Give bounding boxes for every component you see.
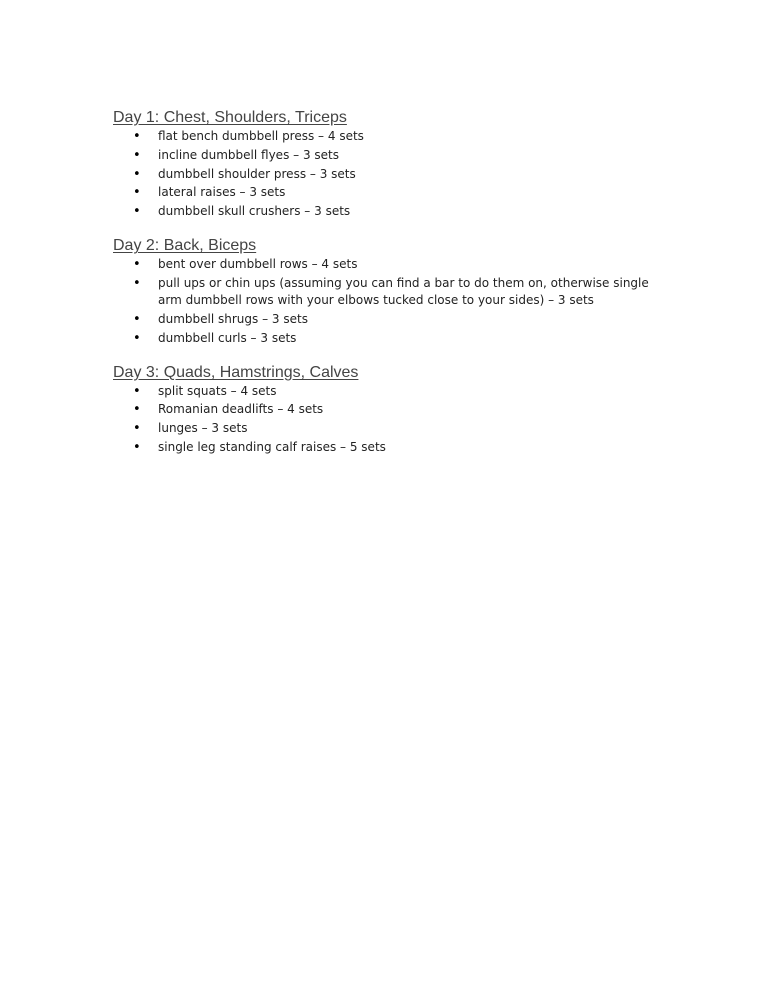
list-item-text: dumbbell skull crushers – 3 sets: [158, 204, 351, 219]
bullet-icon: •: [133, 383, 141, 399]
bullet-icon: •: [133, 204, 141, 220]
bullet-icon: •: [133, 129, 141, 144]
list-item: [113, 420, 653, 437]
list-item-text: dumbbell shrugs – 3 sets: [158, 311, 308, 326]
bullet-icon: •: [133, 330, 141, 346]
list-item: [113, 439, 653, 456]
list-item: [113, 256, 653, 273]
bullet-icon: •: [133, 185, 141, 201]
list-item: [113, 383, 653, 400]
bullet-icon: •: [133, 275, 141, 291]
bullet-icon: •: [133, 439, 141, 455]
list-item-text: dumbbell curls – 3 sets: [158, 330, 297, 345]
list-item-text: Romanian deadlifts – 4 sets: [158, 402, 324, 417]
exercise-list-day-3: [113, 383, 653, 456]
list-item: [113, 311, 653, 328]
list-item: [113, 275, 653, 309]
list-item: [113, 166, 653, 183]
bullet-icon: •: [133, 166, 141, 182]
list-item-text: pull ups or chin ups (assuming you can find a bar to do them on, otherwise single arm dumbbell rows with your elbows tucked close to your sides) – 3 sets: [158, 275, 649, 307]
section-heading-day-1: Day 1: Chest, Shoulders, Triceps: [113, 109, 347, 126]
list-item-text: flat bench dumbbell press – 4 sets: [158, 129, 364, 143]
exercise-list-day-1: [113, 128, 653, 220]
list-item: [113, 330, 653, 347]
list-item-text: split squats – 4 sets: [158, 383, 277, 398]
list-item: [113, 203, 653, 220]
list-item-text: incline dumbbell flyes – 3 sets: [158, 147, 339, 162]
bullet-icon: •: [133, 402, 141, 418]
bullet-icon: •: [133, 257, 141, 273]
list-item: [113, 401, 653, 418]
list-item-text: lunges – 3 sets: [158, 421, 248, 436]
document-page: [113, 108, 653, 458]
exercise-list-day-2: [113, 256, 653, 346]
section-heading-day-2: Day 2: Back, Biceps: [113, 237, 257, 255]
list-item: [113, 184, 653, 201]
list-item: [113, 147, 653, 164]
list-item-text: bent over dumbbell rows – 4 sets: [158, 257, 358, 272]
list-item-text: single leg standing calf raises – 5 sets: [158, 439, 386, 454]
bullet-icon: •: [133, 421, 141, 437]
list-item: [113, 128, 653, 145]
bullet-icon: •: [133, 147, 141, 163]
list-item-text: dumbbell shoulder press – 3 sets: [158, 166, 356, 181]
list-item-text: lateral raises – 3 sets: [158, 185, 286, 200]
bullet-icon: •: [133, 311, 141, 327]
section-heading-day-3: Day 3: Quads, Hamstrings, Calves: [113, 363, 359, 381]
